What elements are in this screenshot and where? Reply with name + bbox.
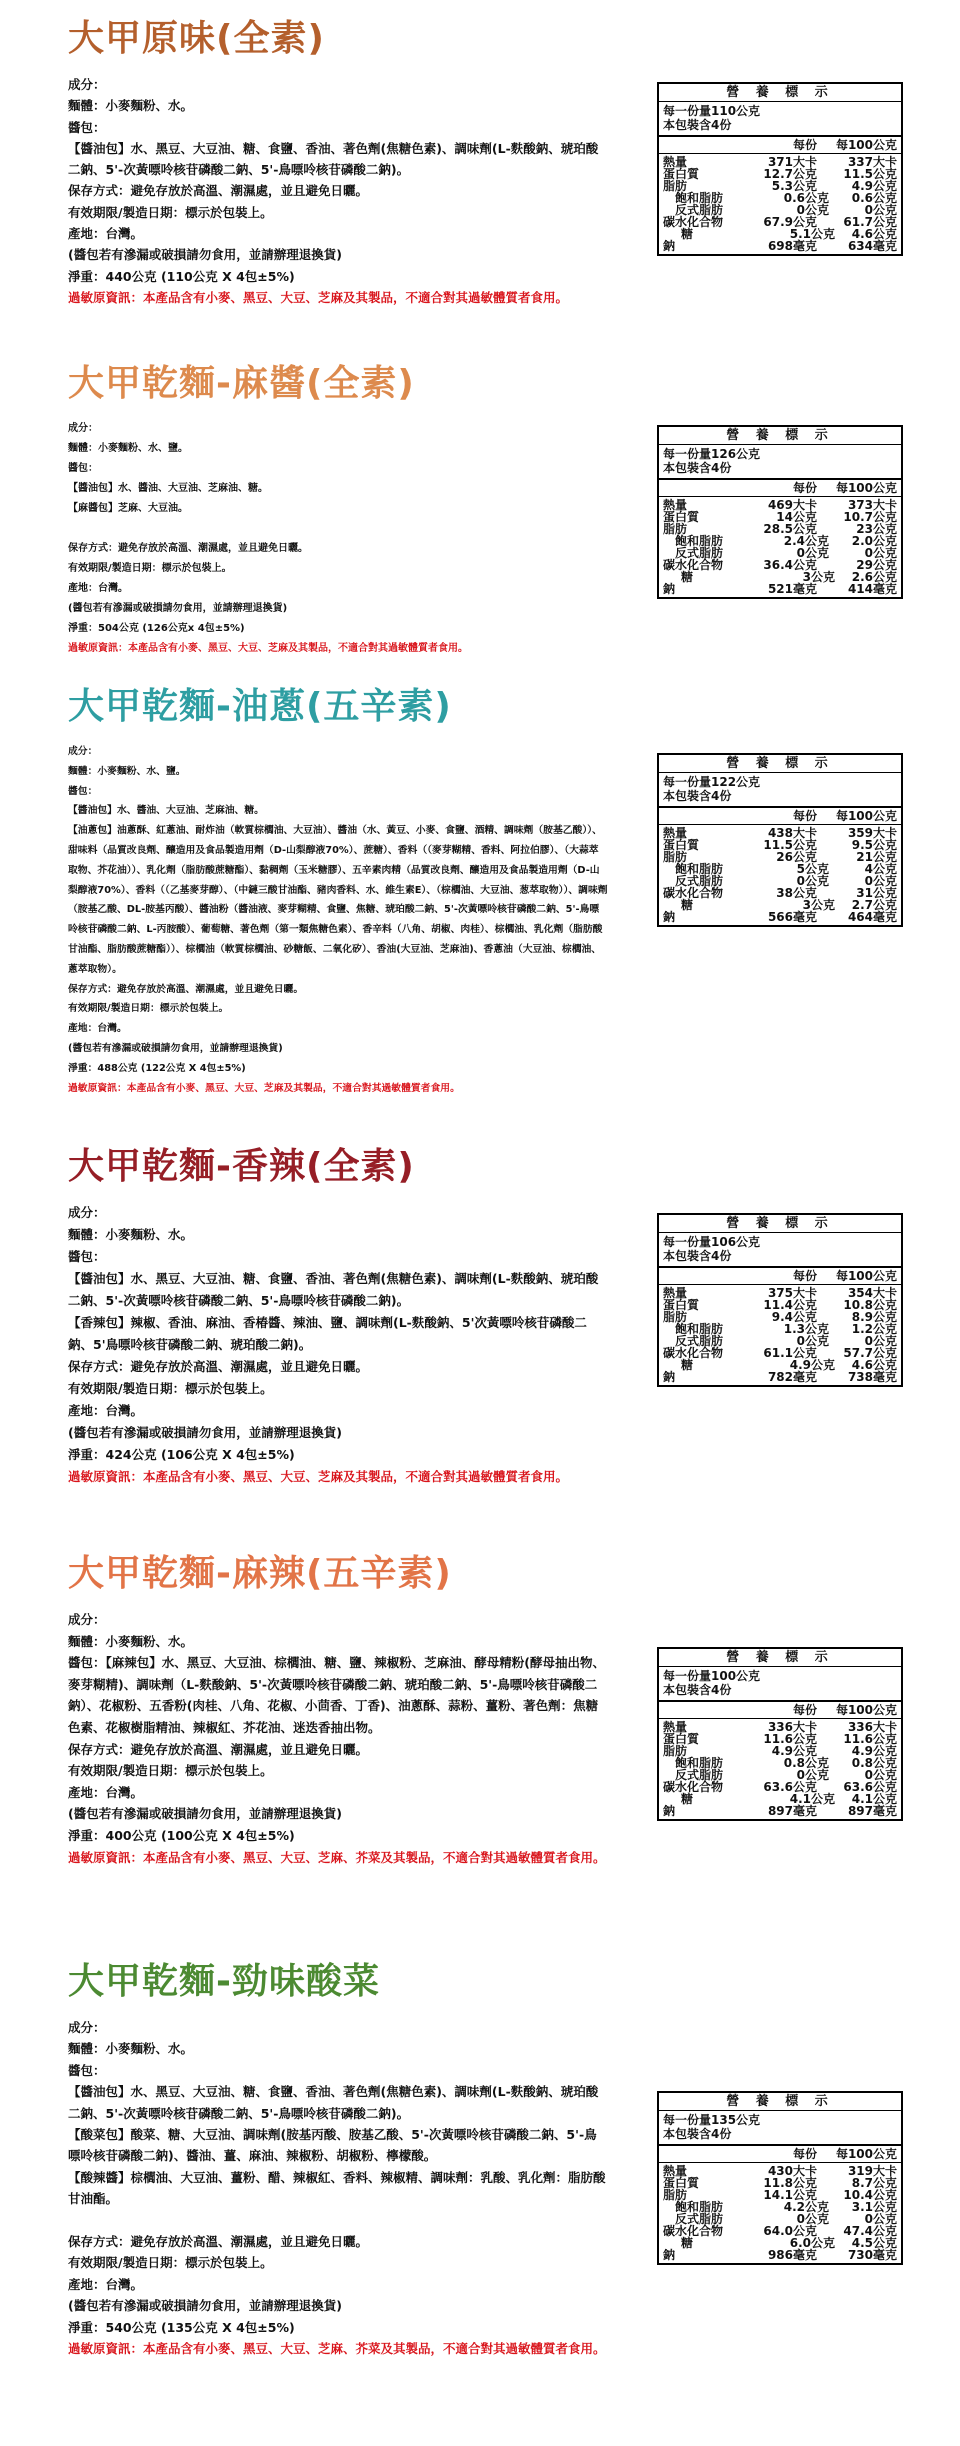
header-per-100g: 每100公克 (835, 1269, 897, 1283)
serving-info (659, 773, 901, 808)
nutrition-rows (659, 1285, 901, 1385)
ingredient-line: 成分： (68, 1205, 106, 1220)
ingredient-line: 醬包： (68, 1249, 106, 1264)
ingredient-line: 產地：台灣。 (68, 1784, 144, 1800)
nutrient-name: 反式脂肪 (675, 874, 724, 888)
nutrient-name: 飽和脂肪 (675, 1756, 724, 1770)
nutrient-name: 反式脂肪 (675, 203, 724, 217)
ingredient-line: 有效期限/製造日期：標示於包裝上。 (68, 204, 273, 220)
value-per-100g: 4.1公克 (851, 1792, 897, 1806)
serving-size: 每一份量122公克 (663, 775, 761, 789)
header-per-100g: 每100公克 (835, 1703, 897, 1717)
value-per-serving: 11.6公克 (763, 1732, 817, 1746)
ingredient-line: 產地：台灣。 (68, 1403, 144, 1418)
nutrient-name: 碳水化合物 (663, 1780, 724, 1794)
ingredient-line: 醬包：【麻辣包】水、黑豆、大豆油、棕櫚油、糖、鹽、辣椒粉、芝麻油、酵母精粉(酵母抽出物、麥芽糊精)、調味劑（L-麩酸鈉、5'-次黃嘌呤核苷磷酸二鈉、琥珀酸二鈉、5'-鳥嘌呤核苷磷酸二鈉）、花椒粉、五香粉(肉桂、八角、花椒、小茴香、丁香)、油蔥酥、蒜粉、薑粉、著色劑：焦糖色素、花椒樹脂精油、辣椒紅、芥花油、迷迭香抽出物。 (68, 1655, 605, 1735)
value-per-serving: 64.0公克 (763, 2224, 817, 2238)
header-blank (663, 482, 747, 494)
value-per-serving: 4.1公克 (789, 1792, 835, 1806)
header-blank (663, 2148, 747, 2160)
value-per-serving: 36.4公克 (763, 558, 817, 572)
ingredient-line: 有效期限/製造日期：標示於包裝上。 (68, 1763, 273, 1779)
nutrient-name: 糖 (681, 1792, 694, 1806)
ingredient-line: 淨重：504公克 (126公克x 4包±5%) (68, 623, 245, 634)
nutrient-name: 蛋白質 (663, 167, 700, 181)
value-per-100g: 4公克 (864, 862, 897, 876)
value-per-serving: 61.1公克 (763, 1346, 817, 1360)
nutrient-name: 碳水化合物 (663, 215, 724, 229)
header-blank (663, 1704, 747, 1716)
ingredient-line: 醬包： (68, 463, 98, 474)
ingredient-line: 成分： (68, 2020, 106, 2035)
ingredient-line: 麵體：小麥麵粉、水。 (68, 98, 194, 114)
nutrition-rows (659, 154, 901, 254)
ingredient-line: 淨重：540公克 (135公克 X 4包±5%) (68, 2319, 295, 2335)
header-per-100g: 每100公克 (835, 138, 897, 152)
value-per-100g: 8.7公克 (851, 2176, 897, 2190)
ingredient-line: (醬包若有滲漏或破損請勿食用，並請辦理退換貨) (68, 247, 342, 263)
ingredient-line: 有效期限/製造日期：標示於包裝上。 (68, 563, 232, 574)
value-per-100g: 10.7公克 (843, 510, 897, 524)
nutrition-table (657, 82, 903, 256)
value-per-serving: 12.7公克 (763, 167, 817, 181)
value-per-serving: 2.4公克 (783, 534, 829, 548)
ingredient-line: (醬包若有滲漏或破損請勿食用，並請辦理退換貨) (68, 2298, 342, 2314)
value-per-100g: 0公克 (864, 203, 897, 217)
serving-info (659, 102, 901, 137)
value-per-100g: 47.4公克 (843, 2224, 897, 2238)
nutrient-name: 碳水化合物 (663, 886, 724, 900)
header-per-serving: 每份 (792, 1703, 817, 1717)
nutrition-row (659, 583, 901, 595)
value-per-100g: 0公克 (864, 874, 897, 888)
value-per-serving: 566毫克 (767, 910, 817, 924)
header-blank (663, 810, 747, 822)
nutrition-title: 營 養 標 示 (659, 2093, 901, 2111)
ingredient-line: 【醬油包】水、醬油、大豆油、芝麻油、糖。 (68, 483, 268, 494)
nutrient-name: 脂肪 (663, 179, 688, 193)
value-per-100g: 0.8公克 (851, 1756, 897, 1770)
ingredient-line: 有效期限/製造日期：標示於包裝上。 (68, 1381, 273, 1396)
value-per-100g: 738毫克 (847, 1370, 897, 1384)
ingredient-line: 麵體：小麥麵粉、水。 (68, 2041, 194, 2057)
header-per-serving: 每份 (792, 1269, 817, 1283)
value-per-100g: 0公克 (864, 2212, 897, 2226)
value-per-serving: 0公克 (796, 2212, 829, 2226)
ingredient-line: 淨重：400公克 (100公克 X 4包±5%) (68, 1827, 295, 1843)
servings-per-package: 本包裝含4份 (663, 118, 732, 132)
nutrient-name: 糖 (681, 1358, 694, 1372)
value-per-100g: 2.0公克 (851, 534, 897, 548)
nutrient-name: 鈉 (663, 1370, 676, 1384)
header-per-100g: 每100公克 (835, 2147, 897, 2161)
value-per-serving: 67.9公克 (763, 215, 817, 229)
nutrient-name: 碳水化合物 (663, 1346, 724, 1360)
value-per-serving: 4.9公克 (789, 1358, 835, 1372)
nutrient-name: 熱量 (663, 1720, 688, 1734)
nutrient-name: 糖 (681, 227, 694, 241)
value-per-100g: 730毫克 (847, 2248, 897, 2262)
product-title: 大甲乾麵-香辣(全素) (68, 1146, 415, 1187)
nutrient-name: 鈉 (663, 910, 676, 924)
servings-per-package: 本包裝含4份 (663, 1683, 732, 1697)
value-per-serving: 1.3公克 (783, 1322, 829, 1336)
value-per-100g: 0公克 (864, 546, 897, 560)
ingredient-line: 產地：台灣。 (68, 226, 144, 242)
value-per-100g: 897毫克 (847, 1804, 897, 1818)
allergen-info: 過敏原資訊：本產品含有小麥、黑豆、大豆、芝麻及其製品，不適合對其過敏體質者食用。 (68, 643, 468, 654)
allergen-info: 過敏原資訊：本產品含有小麥、黑豆、大豆、芝麻及其製品，不適合對其過敏體質者食用。 (68, 289, 569, 305)
ingredients-block (68, 742, 608, 1098)
ingredient-line: (醬包若有滲漏或破損請勿食用，並請辦理退換貨) (68, 1806, 342, 1822)
nutrient-name: 糖 (681, 570, 694, 584)
ingredient-line: 保存方式：避免存放於高溫、潮濕處，並且避免日曬。 (68, 1359, 369, 1374)
value-per-100g: 57.7公克 (843, 1346, 897, 1360)
nutrient-name: 脂肪 (663, 522, 688, 536)
value-per-100g: 31公克 (856, 886, 897, 900)
nutrition-rows (659, 1719, 901, 1819)
ingredient-line: 【醬油包】水、黑豆、大豆油、糖、食鹽、香油、著色劑(焦糖色素)、調味劑(L-麩酸鈉、琥珀酸二鈉、5'-次黃嘌呤核苷磷酸二鈉、5'-鳥嘌呤核苷磷酸二鈉)。 (68, 2084, 599, 2121)
ingredient-line: 保存方式：避免存放於高溫、潮濕處，並且避免日曬。 (68, 1741, 369, 1757)
header-per-serving: 每份 (792, 809, 817, 823)
value-per-serving: 11.5公克 (763, 838, 817, 852)
value-per-serving: 6.0公克 (789, 2236, 835, 2250)
nutrition-rows (659, 497, 901, 597)
nutrient-name: 熱量 (663, 1286, 688, 1300)
ingredient-line: (醬包若有滲漏或破損請勿食用，並請辦理退換貨) (68, 1425, 342, 1440)
value-per-100g: 23公克 (856, 522, 897, 536)
ingredient-line: 成分： (68, 77, 106, 92)
header-blank (663, 1270, 747, 1282)
nutrition-row (659, 1805, 901, 1817)
nutrition-rows (659, 825, 901, 925)
ingredient-line: 【醬油包】水、醬油、大豆油、芝麻油、糖。 (68, 805, 264, 817)
nutrient-name: 鈉 (663, 582, 676, 596)
value-per-100g: 4.6公克 (851, 1358, 897, 1372)
nutrition-table (657, 425, 903, 599)
value-per-100g: 11.6公克 (843, 1732, 897, 1746)
value-per-100g: 4.5公克 (851, 2236, 897, 2250)
value-per-serving: 14.1公克 (763, 2188, 817, 2202)
nutrient-name: 反式脂肪 (675, 546, 724, 560)
nutrition-title: 營 養 標 示 (659, 1649, 901, 1667)
allergen-info: 過敏原資訊：本產品含有小麥、黑豆、大豆、芝麻及其製品，不適合對其過敏體質者食用。 (68, 1469, 569, 1484)
value-per-100g: 337大卡 (847, 155, 897, 169)
blank-line (68, 2210, 608, 2231)
nutrient-name: 反式脂肪 (675, 2212, 724, 2226)
ingredient-line: 保存方式：避免存放於高溫、潮濕處，並且避免日曬。 (68, 543, 308, 554)
value-per-100g: 4.6公克 (851, 227, 897, 241)
value-per-100g: 359大卡 (847, 826, 897, 840)
value-per-serving: 11.8公克 (763, 2176, 817, 2190)
ingredient-line: (醬包若有滲漏或破損請勿食用，並請辦理退換貨) (68, 1042, 283, 1054)
ingredient-line: 【醬油包】水、黑豆、大豆油、糖、食鹽、香油、著色劑(焦糖色素)、調味劑(L-麩酸鈉、琥珀酸二鈉、5'-次黃嘌呤核苷磷酸二鈉、5'-鳥嘌呤核苷磷酸二鈉)。 (68, 1271, 599, 1308)
value-per-serving: 11.4公克 (763, 1298, 817, 1312)
ingredient-line: 產地：台灣。 (68, 583, 128, 594)
value-per-100g: 21公克 (856, 850, 897, 864)
nutrient-name: 熱量 (663, 155, 688, 169)
ingredient-line: 有效期限/製造日期：標示於包裝上。 (68, 1003, 229, 1015)
value-per-100g: 4.9公克 (851, 179, 897, 193)
nutrient-name: 脂肪 (663, 850, 688, 864)
product-title: 大甲原味(全素) (68, 18, 325, 59)
value-per-100g: 336大卡 (847, 1720, 897, 1734)
ingredient-line: 醬包： (68, 2062, 106, 2078)
value-per-100g: 414毫克 (847, 582, 897, 596)
ingredient-line: 淨重：488公克 (122公克 X 4包±5%) (68, 1062, 246, 1074)
value-per-100g: 11.5公克 (843, 167, 897, 181)
ingredient-line: 【酸辣醬】棕櫚油、大豆油、薑粉、醋、辣椒紅、香料、辣椒精、調味劑：乳酸、乳化劑：脂肪酸甘油酯。 (68, 2169, 606, 2207)
value-per-serving: 5公克 (796, 862, 829, 876)
nutrition-header-row (659, 808, 901, 825)
nutrition-table (657, 2091, 903, 2265)
nutrient-name: 蛋白質 (663, 510, 700, 524)
serving-info (659, 2111, 901, 2146)
nutrient-name: 熱量 (663, 498, 688, 512)
value-per-serving: 0公克 (796, 1768, 829, 1782)
value-per-serving: 986毫克 (767, 2248, 817, 2262)
value-per-100g: 10.4公克 (843, 2188, 897, 2202)
value-per-100g: 9.5公克 (851, 838, 897, 852)
value-per-100g: 63.6公克 (843, 1780, 897, 1794)
nutrient-name: 飽和脂肪 (675, 534, 724, 548)
value-per-100g: 2.7公克 (851, 898, 897, 912)
ingredient-line: 保存方式：避免存放於高溫、潮濕處，並且避免日曬。 (68, 2234, 369, 2250)
servings-per-package: 本包裝含4份 (663, 789, 732, 803)
serving-info (659, 1233, 901, 1268)
product-title: 大甲乾麵-勁味酸菜 (68, 1961, 380, 2002)
nutrition-title: 營 養 標 示 (659, 84, 901, 102)
value-per-serving: 26公克 (776, 850, 817, 864)
ingredient-line: 成分： (68, 746, 98, 757)
ingredients-block (68, 1202, 608, 1488)
serving-size: 每一份量135公克 (663, 2113, 761, 2127)
header-per-serving: 每份 (792, 138, 817, 152)
header-per-100g: 每100公克 (835, 481, 897, 495)
value-per-100g: 0公克 (864, 1768, 897, 1782)
value-per-serving: 3公克 (802, 570, 835, 584)
value-per-100g: 373大卡 (847, 498, 897, 512)
nutrient-name: 蛋白質 (663, 838, 700, 852)
ingredient-line: 麵體：小麥麵粉、水。 (68, 1633, 194, 1649)
nutrient-name: 脂肪 (663, 1310, 688, 1324)
nutrition-title: 營 養 標 示 (659, 755, 901, 773)
value-per-serving: 9.4公克 (771, 1310, 817, 1324)
nutrient-name: 鈉 (663, 2248, 676, 2262)
value-per-serving: 5.1公克 (789, 227, 835, 241)
servings-per-package: 本包裝含4份 (663, 1249, 732, 1263)
product-title: 大甲乾麵-油蔥(五辛素) (68, 686, 452, 727)
ingredients-block (68, 74, 608, 308)
serving-info (659, 1667, 901, 1702)
value-per-serving: 782毫克 (767, 1370, 817, 1384)
value-per-100g: 1.2公克 (851, 1322, 897, 1336)
nutrition-table (657, 1647, 903, 1821)
nutrient-name: 蛋白質 (663, 1732, 700, 1746)
value-per-serving: 0.6公克 (783, 191, 829, 205)
servings-per-package: 本包裝含4份 (663, 461, 732, 475)
nutrient-name: 脂肪 (663, 2188, 688, 2202)
product-title: 大甲乾麵-麻醬(全素) (68, 363, 415, 404)
nutrition-table (657, 753, 903, 927)
serving-info (659, 445, 901, 480)
nutrition-header-row (659, 1268, 901, 1285)
ingredient-line: 【酸菜包】酸菜、糖、大豆油、調味劑(胺基丙酸、胺基乙酸、5'-次黃嘌呤核苷磷酸二鈉、5'-鳥嘌呤核苷磷酸二鈉)、醬油、薑、麻油、辣椒粉、胡椒粉、檸檬酸。 (68, 2127, 597, 2164)
value-per-serving: 521毫克 (767, 582, 817, 596)
ingredients-block (68, 2017, 608, 2359)
value-per-serving: 63.6公克 (763, 1780, 817, 1794)
ingredient-line: 【麻醬包】芝麻、大豆油。 (68, 503, 188, 514)
ingredient-line: 麵體：小麥麵粉、水。 (68, 1227, 194, 1242)
serving-size: 每一份量100公克 (663, 1669, 761, 1683)
nutrition-row (659, 240, 901, 252)
value-per-serving: 336大卡 (767, 1720, 817, 1734)
nutrient-name: 碳水化合物 (663, 2224, 724, 2238)
value-per-serving: 38公克 (776, 886, 817, 900)
nutrient-name: 飽和脂肪 (675, 2200, 724, 2214)
nutrition-title: 營 養 標 示 (659, 427, 901, 445)
ingredient-line: 【油蔥包】油蔥酥、紅蔥油、耐炸油（軟質棕櫚油、大豆油）、醬油（水、黃豆、小麥、食鹽、酒精、調味劑（胺基乙酸））、甜味料（品質改良劑、釀造用及食品製造用劑（D-山梨醇液70%）、蔗糖）、香料（（麥芽糊精、香料、阿拉伯膠）、（大蒜萃取物、芥花油））、乳化劑（脂肪酸蔗糖酯）、黏稠劑（玉米糖膠）、五辛素肉精（品質改良劑、釀造用及食品製造用劑（D-山梨醇液70%）、香料（（乙基麥芽醇）、（中鏈三酸甘油酯、豬肉香料、水、維生素E）、（棕櫚油、大豆油、葱萃取物））、調味劑（胺基乙酸、DL-胺基丙酸）、醬油粉（醬油液、麥芽糊精、食鹽、焦糖、琥珀酸二鈉、5'-次黃嘌呤核苷磷酸二鈉、5'-鳥嘌呤核苷磷酸二鈉、L-丙胺酸）、葡萄糖、著色劑（第一類焦糖色素）、香辛料（八角、胡椒、肉桂）、棕櫚油、乳化劑（脂肪酸甘油酯、脂肪酸蔗糖酯））、棕櫚油（軟質棕櫚油、砂糖飯、二氧化矽）、香油(大豆油、芝麻油)、香蔥油（大豆油、棕櫚油、蔥萃取物）。 (68, 825, 608, 975)
nutrient-name: 脂肪 (663, 1744, 688, 1758)
nutrition-row (659, 2249, 901, 2261)
nutrient-name: 蛋白質 (663, 2176, 700, 2190)
nutrient-name: 碳水化合物 (663, 558, 724, 572)
ingredient-line: 保存方式：避免存放於高溫、潮濕處，並且避免日曬。 (68, 183, 369, 199)
nutrient-name: 飽和脂肪 (675, 1322, 724, 1336)
value-per-100g: 354大卡 (847, 1286, 897, 1300)
product-title: 大甲乾麵-麻辣(五辛素) (68, 1553, 452, 1594)
value-per-100g: 10.8公克 (843, 1298, 897, 1312)
value-per-100g: 0公克 (864, 1334, 897, 1348)
value-per-serving: 3公克 (802, 898, 835, 912)
value-per-serving: 469大卡 (767, 498, 817, 512)
value-per-serving: 698毫克 (767, 239, 817, 253)
nutrient-name: 糖 (681, 2236, 694, 2250)
nutrition-header-row (659, 480, 901, 497)
ingredient-line: 成分： (68, 423, 98, 434)
ingredient-line: 麵體：小麥麵粉、水、鹽。 (68, 443, 188, 454)
nutrient-name: 糖 (681, 898, 694, 912)
value-per-100g: 3.1公克 (851, 2200, 897, 2214)
value-per-serving: 438大卡 (767, 826, 817, 840)
value-per-serving: 5.3公克 (771, 179, 817, 193)
value-per-serving: 0公克 (796, 203, 829, 217)
nutrition-header-row (659, 2146, 901, 2163)
nutrient-name: 反式脂肪 (675, 1334, 724, 1348)
ingredient-line: 淨重：440公克 (110公克 X 4包±5%) (68, 268, 295, 284)
value-per-serving: 28.5公克 (763, 522, 817, 536)
value-per-serving: 4.2公克 (783, 2200, 829, 2214)
value-per-serving: 375大卡 (767, 1286, 817, 1300)
serving-size: 每一份量110公克 (663, 104, 761, 118)
allergen-info: 過敏原資訊：本產品含有小麥、黑豆、大豆、芝麻及其製品，不適合對其過敏體質者食用。 (68, 1082, 460, 1094)
ingredients-block (68, 419, 608, 659)
nutrition-rows (659, 2163, 901, 2263)
serving-size: 每一份量106公克 (663, 1235, 761, 1249)
header-blank (663, 139, 747, 151)
nutrient-name: 鈉 (663, 1804, 676, 1818)
value-per-100g: 8.9公克 (851, 1310, 897, 1324)
value-per-serving: 371大卡 (767, 155, 817, 169)
nutrient-name: 飽和脂肪 (675, 862, 724, 876)
ingredient-line: 醬包： (68, 119, 106, 135)
nutrition-title: 營 養 標 示 (659, 1215, 901, 1233)
value-per-serving: 4.9公克 (771, 1744, 817, 1758)
ingredient-line: (醬包若有滲漏或破損請勿食用，並請辦理退換貨) (68, 603, 288, 614)
ingredient-line: 【香辣包】辣椒、香油、麻油、香椿醬、辣油、鹽、調味劑(L-麩酸鈉、5'次黃嘌呤核苷磷酸二鈉、5'鳥嘌呤核苷磷酸二鈉、琥珀酸二鈉)。 (68, 1315, 587, 1352)
ingredients-block (68, 1609, 608, 1868)
nutrition-table (657, 1213, 903, 1387)
servings-per-package: 本包裝含4份 (663, 2127, 732, 2141)
ingredient-line: 保存方式：避免存放於高溫、潮濕處，並且避免日曬。 (68, 983, 304, 995)
nutrient-name: 熱量 (663, 826, 688, 840)
serving-size: 每一份量126公克 (663, 447, 761, 461)
nutrition-row (659, 1371, 901, 1383)
value-per-serving: 0公克 (796, 546, 829, 560)
value-per-100g: 464毫克 (847, 910, 897, 924)
ingredient-line: 有效期限/製造日期：標示於包裝上。 (68, 2255, 273, 2271)
value-per-serving: 0公克 (796, 874, 829, 888)
ingredient-line: 淨重：424公克 (106公克 X 4包±5%) (68, 1447, 295, 1462)
allergen-info: 過敏原資訊：本產品含有小麥、黑豆、大豆、芝麻、芥菜及其製品，不適合對其過敏體質者食用。 (68, 2341, 606, 2357)
value-per-100g: 319大卡 (847, 2164, 897, 2178)
ingredient-line: 醬包： (68, 785, 98, 797)
allergen-info: 過敏原資訊：本產品含有小麥、黑豆、大豆、芝麻、芥菜及其製品，不適合對其過敏體質者食用。 (68, 1849, 606, 1865)
value-per-100g: 2.6公克 (851, 570, 897, 584)
nutrition-row (659, 911, 901, 923)
header-per-serving: 每份 (792, 481, 817, 495)
ingredient-line: 【醬油包】水、黑豆、大豆油、糖、食鹽、香油、著色劑(焦糖色素)、調味劑(L-麩酸鈉、琥珀酸二鈉、5'-次黃嘌呤核苷磷酸二鈉、5'-鳥嘌呤核苷磷酸二鈉)。 (68, 140, 599, 178)
nutrition-header-row (659, 137, 901, 154)
value-per-100g: 29公克 (856, 558, 897, 572)
nutrient-name: 飽和脂肪 (675, 191, 724, 205)
nutrient-name: 蛋白質 (663, 1298, 700, 1312)
value-per-100g: 61.7公克 (843, 215, 897, 229)
ingredient-line: 麵體：小麥麵粉、水、鹽。 (68, 765, 186, 777)
ingredient-line: 產地：台灣。 (68, 1023, 127, 1035)
header-per-serving: 每份 (792, 2147, 817, 2161)
nutrient-name: 鈉 (663, 239, 676, 253)
nutrient-name: 熱量 (663, 2164, 688, 2178)
value-per-serving: 897毫克 (767, 1804, 817, 1818)
value-per-serving: 0.8公克 (783, 1756, 829, 1770)
value-per-100g: 0.6公克 (851, 191, 897, 205)
ingredient-line: 產地：台灣。 (68, 2276, 144, 2292)
value-per-serving: 0公克 (796, 1334, 829, 1348)
ingredient-line: 成分： (68, 1612, 106, 1627)
value-per-serving: 14公克 (776, 510, 817, 524)
nutrition-header-row (659, 1702, 901, 1719)
blank-line (68, 519, 608, 539)
value-per-serving: 430大卡 (767, 2164, 817, 2178)
header-per-100g: 每100公克 (835, 809, 897, 823)
nutrient-name: 反式脂肪 (675, 1768, 724, 1782)
value-per-100g: 634毫克 (847, 239, 897, 253)
value-per-100g: 4.9公克 (851, 1744, 897, 1758)
